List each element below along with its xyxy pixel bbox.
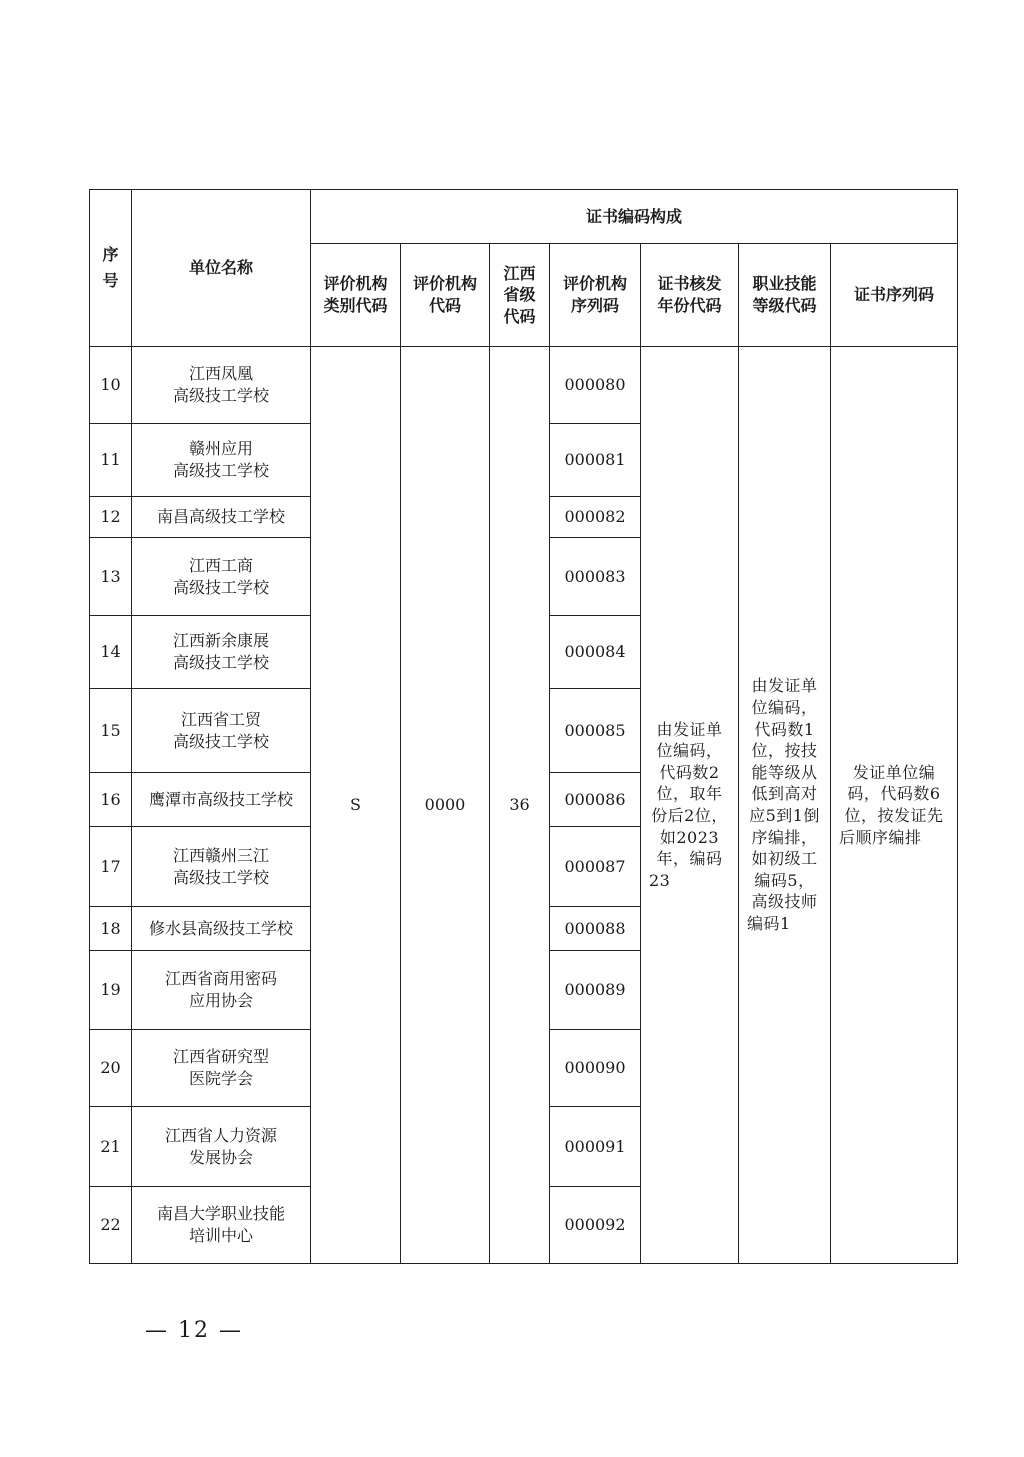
row-serial-code: 000083 <box>550 538 641 616</box>
org-code-cell: 0000 <box>401 347 490 1264</box>
row-serial-code: 000081 <box>550 424 641 497</box>
row-unit-name <box>132 347 311 424</box>
row-seq: 19 <box>90 951 132 1030</box>
table-row <box>90 347 958 424</box>
unit-name-line1: 江西凤凰 <box>188 364 253 384</box>
cert-code-group-header: 证书编码构成 <box>311 190 958 244</box>
col-header-org-code-text: 评价机构代码 <box>412 274 477 315</box>
col-header-province <box>490 244 550 347</box>
row-unit-name <box>132 538 311 616</box>
col-header-level <box>739 244 831 347</box>
col-header-province-text: 江西省级代码 <box>503 263 536 326</box>
row-seq: 13 <box>90 538 132 616</box>
row-seq: 15 <box>90 689 132 773</box>
row-serial-code: 000080 <box>550 347 641 424</box>
unit-name-header: 单位名称 <box>132 190 311 347</box>
col-header-category <box>311 244 401 347</box>
unit-name-line1: 修水县高级技工学校 <box>148 918 293 938</box>
row-unit-name <box>132 1030 311 1107</box>
category-code-cell: S <box>311 347 401 1264</box>
unit-name-line1: 江西省工贸 <box>180 709 261 729</box>
row-unit-name <box>132 1187 311 1264</box>
unit-name-line2: 应用协会 <box>188 991 253 1010</box>
cert-serial-desc-cell: 发证单位编码，代码数6位，按发证先后顺序编排 <box>831 347 958 1264</box>
col-header-level-text: 职业技能等级代码 <box>752 274 817 315</box>
unit-name-line1: 南昌大学职业技能 <box>156 1204 285 1224</box>
seq-header <box>90 190 132 347</box>
unit-name-line2: 医院学会 <box>188 1069 253 1088</box>
row-unit-name <box>132 951 311 1030</box>
year-code-desc-cell: 由发证单位编码，代码数2位，取年份后2位，如2023年，编码23 <box>641 347 739 1264</box>
unit-name-line1: 江西工商 <box>188 555 253 575</box>
row-seq: 20 <box>90 1030 132 1107</box>
row-serial-code: 000092 <box>550 1187 641 1264</box>
row-seq: 17 <box>90 827 132 907</box>
row-seq: 21 <box>90 1107 132 1187</box>
col-header-category-text: 评价机构类别代码 <box>323 274 388 315</box>
row-unit-name <box>132 689 311 773</box>
unit-name-line2: 发展协会 <box>188 1147 253 1167</box>
unit-name-line2: 高级技工学校 <box>172 461 269 480</box>
unit-name-line1: 江西省研究型 <box>172 1047 269 1067</box>
col-header-serial <box>550 244 641 347</box>
cert-code-table <box>89 189 958 1264</box>
col-header-org-code <box>401 244 490 347</box>
row-seq: 11 <box>90 424 132 497</box>
row-seq: 12 <box>90 497 132 538</box>
row-unit-name <box>132 827 311 907</box>
unit-name-line1: 赣州应用 <box>188 439 253 459</box>
level-code-desc-cell: 由发证单位编码，代码数1位，按技能等级从低到高对应5到1倒序编排，如初级工编码5，高级技师编码1 <box>739 347 831 1264</box>
col-header-cert-serial: 证书序列码 <box>831 244 958 347</box>
unit-name-line1: 江西新余康展 <box>172 631 269 651</box>
unit-name-line2: 高级技工学校 <box>172 867 269 887</box>
row-serial-code: 000085 <box>550 689 641 773</box>
row-seq: 16 <box>90 773 132 827</box>
row-serial-code: 000091 <box>550 1107 641 1187</box>
unit-name-line1: 江西赣州三江 <box>172 845 269 865</box>
seq-header-text: 序号 <box>102 245 119 290</box>
unit-name-line2: 高级技工学校 <box>172 386 269 405</box>
row-unit-name <box>132 497 311 538</box>
row-unit-name <box>132 773 311 827</box>
row-serial-code: 000087 <box>550 827 641 907</box>
unit-name-line1: 江西省商用密码 <box>164 969 277 989</box>
unit-name-line1: 江西省人力资源 <box>164 1125 277 1145</box>
unit-name-line2: 高级技工学校 <box>172 653 269 672</box>
row-unit-name <box>132 907 311 951</box>
row-seq: 22 <box>90 1187 132 1264</box>
row-seq: 10 <box>90 347 132 424</box>
row-seq: 14 <box>90 616 132 689</box>
province-code-cell: 36 <box>490 347 550 1264</box>
unit-name-line1: 鹰潭市高级技工学校 <box>148 789 293 809</box>
row-unit-name <box>132 616 311 689</box>
row-serial-code: 000086 <box>550 773 641 827</box>
unit-name-line2: 培训中心 <box>188 1226 253 1245</box>
row-unit-name <box>132 1107 311 1187</box>
row-serial-code: 000090 <box>550 1030 641 1107</box>
unit-name-line1: 南昌高级技工学校 <box>156 507 285 527</box>
col-header-serial-text: 评价机构序列码 <box>562 274 627 315</box>
row-seq: 18 <box>90 907 132 951</box>
col-header-year <box>641 244 739 347</box>
row-serial-code: 000088 <box>550 907 641 951</box>
row-unit-name <box>132 424 311 497</box>
row-serial-code: 000082 <box>550 497 641 538</box>
page-number: — 12 — <box>145 1318 243 1343</box>
unit-name-line2: 高级技工学校 <box>172 577 269 597</box>
row-serial-code: 000084 <box>550 616 641 689</box>
unit-name-line2: 高级技工学校 <box>172 731 269 751</box>
row-serial-code: 000089 <box>550 951 641 1030</box>
header-row-top <box>90 190 958 244</box>
col-header-year-text: 证书核发年份代码 <box>657 274 722 315</box>
